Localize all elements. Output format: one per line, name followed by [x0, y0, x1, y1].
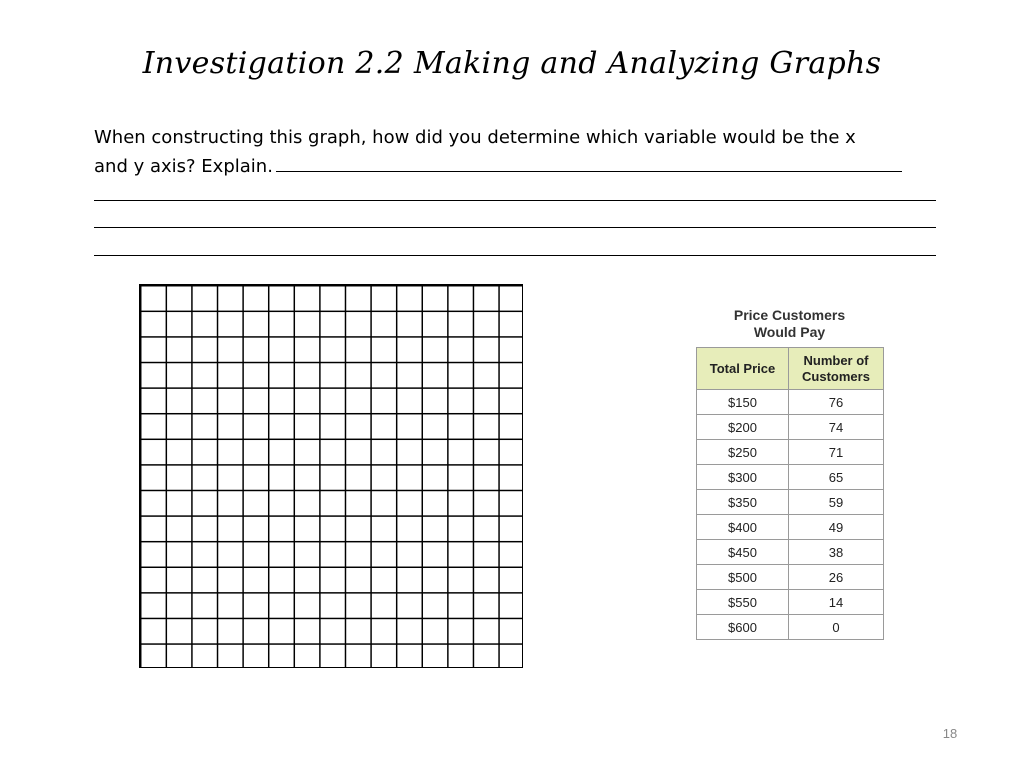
- table-row: [697, 590, 884, 615]
- cell-total-price: $350: [697, 490, 789, 515]
- cell-number-of-customers: 49: [789, 515, 884, 540]
- cell-total-price: $150: [697, 390, 789, 415]
- question-line-1: When constructing this graph, how did you determine which variable would be the x: [94, 127, 856, 148]
- table-row: [697, 490, 884, 515]
- table-row: [697, 415, 884, 440]
- cell-total-price: $400: [697, 515, 789, 540]
- answer-line-1[interactable]: [94, 200, 936, 201]
- question-line-2-text: and y axis? Explain.: [94, 156, 273, 177]
- table-caption: [696, 307, 883, 341]
- graph-paper-grid: [139, 284, 523, 668]
- page-number: 18: [942, 726, 958, 741]
- table-row: [697, 565, 884, 590]
- table-row: [697, 390, 884, 415]
- table-row: [697, 515, 884, 540]
- cell-total-price: $450: [697, 540, 789, 565]
- cell-total-price: $250: [697, 440, 789, 465]
- answer-line-3[interactable]: [94, 255, 936, 256]
- cell-number-of-customers: 14: [789, 590, 884, 615]
- cell-number-of-customers: 71: [789, 440, 884, 465]
- header-number-of-customers-text: Number of Customers: [802, 352, 870, 384]
- answer-blank-inline[interactable]: [276, 152, 902, 172]
- cell-total-price: $500: [697, 565, 789, 590]
- cell-number-of-customers: 76: [789, 390, 884, 415]
- table-caption-line-1: Price Customers: [733, 307, 846, 323]
- table-row: [697, 440, 884, 465]
- header-total-price: Total Price: [697, 348, 789, 390]
- cell-number-of-customers: 38: [789, 540, 884, 565]
- cell-total-price: $300: [697, 465, 789, 490]
- cell-number-of-customers: 0: [789, 615, 884, 640]
- table-caption-line-2: Would Pay: [753, 324, 826, 340]
- table-row: [697, 615, 884, 640]
- cell-number-of-customers: 65: [789, 465, 884, 490]
- table-header-row: [697, 348, 884, 390]
- cell-number-of-customers: 59: [789, 490, 884, 515]
- table-row: [697, 540, 884, 565]
- header-number-of-customers: [789, 348, 884, 390]
- cell-number-of-customers: 26: [789, 565, 884, 590]
- question-line-2: [94, 152, 936, 181]
- answer-line-2[interactable]: [94, 227, 936, 228]
- slide-title: Investigation 2.2 Making and Analyzing Graphs: [142, 46, 882, 81]
- cell-number-of-customers: 74: [789, 415, 884, 440]
- price-customers-table: [696, 347, 884, 640]
- cell-total-price: $600: [697, 615, 789, 640]
- cell-total-price: $550: [697, 590, 789, 615]
- cell-total-price: $200: [697, 415, 789, 440]
- question-text: [94, 123, 936, 181]
- table-row: [697, 465, 884, 490]
